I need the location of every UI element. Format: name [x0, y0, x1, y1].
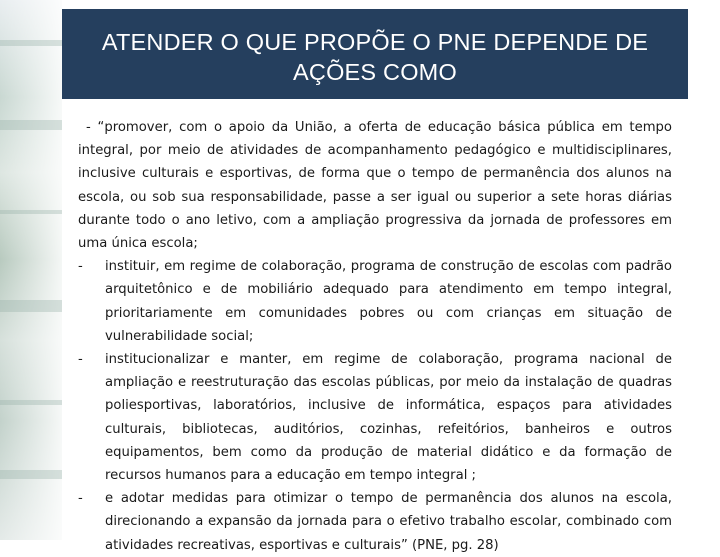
list-item [78, 487, 672, 557]
side-strip-streak [0, 300, 62, 312]
slide-title: ATENDER O QUE PROPÕE O PNE DEPENDE DE AÇÕES COMO [101, 29, 649, 85]
side-strip-streak [0, 470, 62, 479]
list-item [78, 348, 672, 487]
bullet-dash: - [78, 491, 83, 507]
list-item-text: instituir, em regime de colaboração, programa de construção de escolas com padrão arquitetônico e de mobiliário adequado para atendimento em tempo integral, prioritariamente em comunidades pobres ou com crianças em situação de vulnerabilidade social; [105, 259, 672, 344]
bullet-dash: - [78, 259, 83, 275]
list-item-text: institucionalizar e manter, em regime de colaboração, programa nacional de ampliação e reestruturação das escolas públicas, por meio da instalação de quadras poliesportivas, laboratórios, inclusive de informática, espaços para atividades culturais, bibliotecas, auditórios, cozinhas, refeitórios, banheiros e outros equipamentos, bem como da produção de material didático e da formação de recursos humanos para a educação em tempo integral ; [105, 352, 672, 484]
side-strip-streak [0, 120, 62, 130]
bullet-dash: - [78, 352, 83, 368]
slide-body [78, 116, 672, 557]
side-strip-streak [0, 400, 62, 405]
side-strip-streak [0, 210, 62, 214]
list-item-text: e adotar medidas para otimizar o tempo de permanência dos alunos na escola, direcionando a expansão da jornada para o efetivo trabalho escolar, combinado com atividades recreativas, esportivas e culturais” (PNE, pg. 28) [105, 491, 672, 553]
action-list [78, 255, 672, 557]
slide-title-banner [62, 9, 688, 99]
list-item [78, 255, 672, 348]
decorative-side-strip [0, 0, 62, 540]
side-strip-streak [0, 40, 62, 46]
intro-paragraph: - “promover, com o apoio da União, a oferta de educação básica pública em tempo integral, por meio de atividades de acompanhamento pedagógico e multidisciplinares, inclusive culturais e esportivas, de forma que o tempo de permanência dos alunos na escola, ou sob sua responsabilidade, passe a ser igual ou superior a sete horas diárias durante todo o ano letivo, com a ampliação progressiva da jornada de professores em uma única escola; [78, 120, 672, 252]
